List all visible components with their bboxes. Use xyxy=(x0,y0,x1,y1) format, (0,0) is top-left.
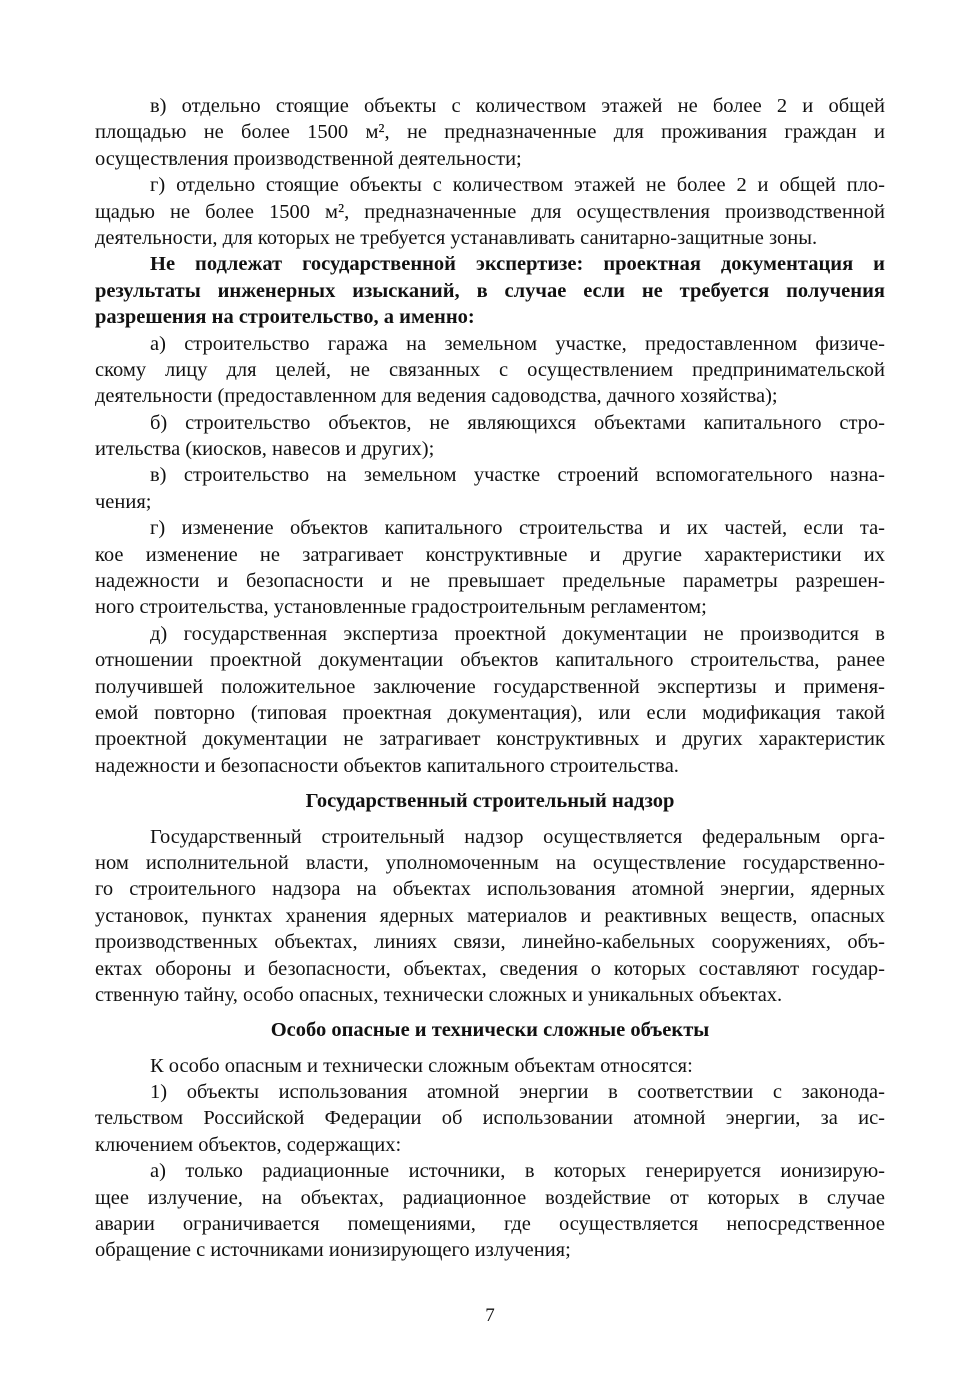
paragraph xyxy=(95,1053,885,1079)
text-line: д) государственная экспертиза проектной документации не производится в xyxy=(150,622,885,645)
text-line: К особо опасным и технически сложным объектам относятся: xyxy=(150,1054,693,1077)
text-line: производственных объектах, линиях связи, линейно-кабельных сооружениях, объ- xyxy=(95,931,885,954)
text-line: г) изменение объектов капитального строительства и их частей, если та- xyxy=(150,517,885,540)
paragraph xyxy=(95,331,885,410)
text-line: ного строительства, установленные градостроительным регламентом; xyxy=(95,596,707,619)
text-line: надежности и безопасности объектов капитального строительства. xyxy=(95,754,679,777)
text-line: чения; xyxy=(95,490,152,513)
text-line: ственную тайну, особо опасных, технически сложных и уникальных объектах. xyxy=(95,983,783,1006)
text-line: ключением объектов, содержащих: xyxy=(95,1133,402,1156)
paragraph xyxy=(95,1158,885,1264)
section-heading xyxy=(95,788,885,814)
text-line: тельством Российской Федерации об использовании атомной энергии, за ис- xyxy=(95,1107,885,1130)
text-line: аварии ограничивается помещениями, где осуществляется непосредственное xyxy=(95,1213,885,1236)
text-line: обращение с источниками ионизирующего излучения; xyxy=(95,1239,571,1262)
text-line: 1) объекты использования атомной энергии в соответствии с законода- xyxy=(150,1081,885,1104)
text-line: осуществления производственной деятельности; xyxy=(95,147,522,170)
text-line: щадью не более 1500 м², предназначенные для осуществления производственной xyxy=(95,200,885,223)
text-line: а) только радиационные источники, в которых генерируется ионизирую- xyxy=(150,1160,885,1183)
text-line: ектах обороны и безопасности, объектах, сведения о которых составляют государ- xyxy=(95,957,885,980)
text-line: б) строительство объектов, не являющихся объектами капитального стро- xyxy=(150,411,885,434)
text-line: го строительного надзора на объектах использования атомной энергии, ядерных xyxy=(95,878,885,901)
text-line: результаты инженерных изысканий, в случае если не требуется получения xyxy=(95,279,885,302)
text-line: надежности и безопасности и не превышает предельные параметры разрешен- xyxy=(95,570,885,593)
text-line: Не подлежат государственной экспертизе: проектная документация и xyxy=(150,253,885,276)
page-number: 7 xyxy=(485,1305,495,1326)
text-line: ительства (киосков, навесов и других); xyxy=(95,438,435,461)
text-line: емой повторно (типовая проектная документация), или если модификация такой xyxy=(95,701,885,724)
section-heading xyxy=(95,1017,885,1043)
paragraph xyxy=(95,172,885,251)
text-line: проектной документации не затрагивает конструктивных и других характеристик xyxy=(95,728,885,751)
paragraph xyxy=(95,462,885,515)
text-line: в) строительство на земельном участке строений вспомогательного назна- xyxy=(150,464,885,487)
text-line: деятельности (предоставленном для ведения садоводства, дачного хозяйства); xyxy=(95,385,778,408)
text-line: деятельности, для которых не требуется устанавливать санитарно-защитные зоны. xyxy=(95,226,818,249)
paragraph xyxy=(95,1079,885,1158)
text-line: ном исполнительной власти, уполномоченным на осуществление государственно- xyxy=(95,851,885,874)
paragraph xyxy=(95,410,885,463)
text-line: в) отдельно стоящие объекты с количеством этажей не более 2 и общей xyxy=(150,95,885,117)
text-line: а) строительство гаража на земельном участке, предоставленном физиче- xyxy=(150,332,885,355)
paragraph xyxy=(95,515,885,621)
paragraph xyxy=(95,824,885,1009)
text-line: получившей положительное заключение государственной экспертизы и применя- xyxy=(95,675,885,698)
text-line: Государственный строительный надзор осуществляется федеральным орга- xyxy=(150,825,885,848)
paragraph xyxy=(95,93,885,172)
text-line: разрешения на строительство, а именно: xyxy=(95,306,475,329)
document-page xyxy=(95,93,885,1264)
text-line: щее излучение, на объектах, радиационное воздействие от которых в случае xyxy=(95,1186,885,1209)
text-line: скому лицу для целей, не связанных с осуществлением предпринимательской xyxy=(95,358,885,381)
text-line: Особо опасные и технически сложные объекты xyxy=(270,1019,710,1042)
text-line: установок, пунктах хранения ядерных материалов и реактивных веществ, опасных xyxy=(95,904,885,927)
bold-paragraph xyxy=(95,251,885,330)
paragraph xyxy=(95,621,885,779)
text-line: Государственный строительный надзор xyxy=(305,790,675,813)
text-line: кое изменение не затрагивает конструктивные и другие характеристики их xyxy=(95,543,885,566)
text-line: отношении проектной документации объектов капитального строительства, ранее xyxy=(95,649,885,672)
text-line: г) отдельно стоящие объекты с количеством этажей не более 2 и общей пло- xyxy=(150,174,885,197)
text-line: площадью не более 1500 м², не предназначенные для проживания граждан и xyxy=(95,121,885,144)
